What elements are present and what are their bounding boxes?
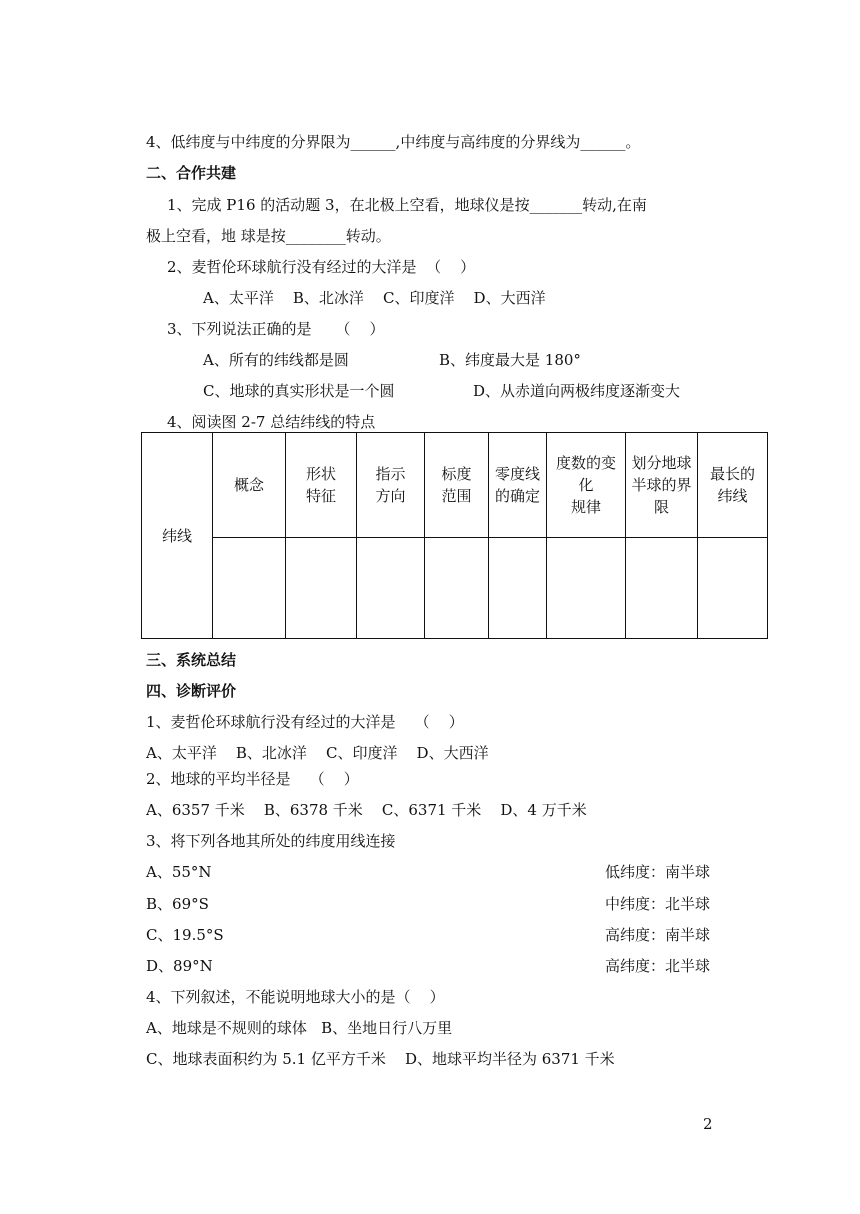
match-left-b: B、69°S [146,895,209,913]
header-direction: 指示 方向 [357,433,425,538]
match-left-a: A、55°N [146,863,212,881]
answer-cell [489,538,547,639]
eval-question-1: 1、麦哲伦环球航行没有经过的大洋是 （ ） [146,713,464,731]
header-degree-change: 度数的变 化 规律 [547,433,626,538]
eval-question-1-options: A、太平洋 B、北冰洋 C、印度洋 D、大西洋 [146,744,489,762]
header-shape: 形状 特征 [286,433,357,538]
header-range: 标度 范围 [425,433,489,538]
answer-cell [547,538,626,639]
question-1-line-1: 1、完成 P16 的活动题 3，在北极上空看，地球仪是按_______转动,在南 [167,196,647,214]
match-right-1: 低纬度：南半球 [604,863,710,881]
answer-cell [286,538,357,639]
page-number: 2 [703,1115,713,1133]
section-heading-cooperate: 二、合作共建 [146,164,237,182]
eval-question-3: 3、将下列各地其所处的纬度用线连接 [146,832,396,850]
match-left-d: D、89°N [146,957,213,975]
eval-question-4-options-cd: C、地球表面积约为 5.1 亿平方千米 D、地球平均半径为 6371 千米 [146,1050,615,1068]
answer-cell [357,538,425,639]
question-1-line-2: 极上空看，地 球是按________转动。 [146,227,391,245]
header-longest-line: 最长的 纬线 [698,433,768,538]
question-3-option-a: A、所有的纬线都是圆 [203,351,349,369]
answer-cell [213,538,286,639]
question-2-options: A、太平洋 B、北冰洋 C、印度洋 D、大西洋 [203,289,546,307]
match-left-c: C、19.5°S [146,926,224,944]
section-heading-evaluation: 四、诊断评价 [146,682,237,700]
question-4: 4、阅读图 2-7 总结纬线的特点 [167,413,376,431]
question-3-option-b: B、纬度最大是 180° [439,351,581,369]
match-right-2: 中纬度：北半球 [604,895,710,913]
question-3-option-c: C、地球的真实形状是一个圆 [203,382,395,400]
eval-question-4-options-ab: A、地球是不规则的球体 B、坐地日行八万里 [146,1019,453,1037]
match-right-3: 高纬度：南半球 [604,926,710,944]
section-heading-summary: 三、系统总结 [146,651,237,669]
header-zero-line: 零度线 的确定 [489,433,547,538]
row-label-latitude: 纬线 [142,433,213,639]
header-concept: 概念 [213,433,286,538]
eval-question-4: 4、下列叙述，不能说明地球大小的是（ ） [146,988,445,1006]
question-3-option-d: D、从赤道向两极纬度逐渐变大 [473,382,681,400]
latitude-boundary-question: 4、低纬度与中纬度的分界限为______,中纬度与高纬度的分界线为______。 [146,133,641,151]
answer-cell [626,538,698,639]
question-2: 2、麦哲伦环球航行没有经过的大洋是 （ ） [167,258,476,276]
answer-cell [425,538,489,639]
match-right-4: 高纬度：北半球 [604,957,710,975]
answer-cell [698,538,768,639]
eval-question-2: 2、地球的平均半径是 （ ） [146,770,359,788]
header-hemisphere-boundary: 划分地球 半球的界 限 [626,433,698,538]
latitude-features-table [141,432,768,639]
eval-question-2-options: A、6357 千米 B、6378 千米 C、6371 千米 D、4 万千米 [146,801,587,819]
question-3: 3、下列说法正确的是 （ ） [167,320,385,338]
